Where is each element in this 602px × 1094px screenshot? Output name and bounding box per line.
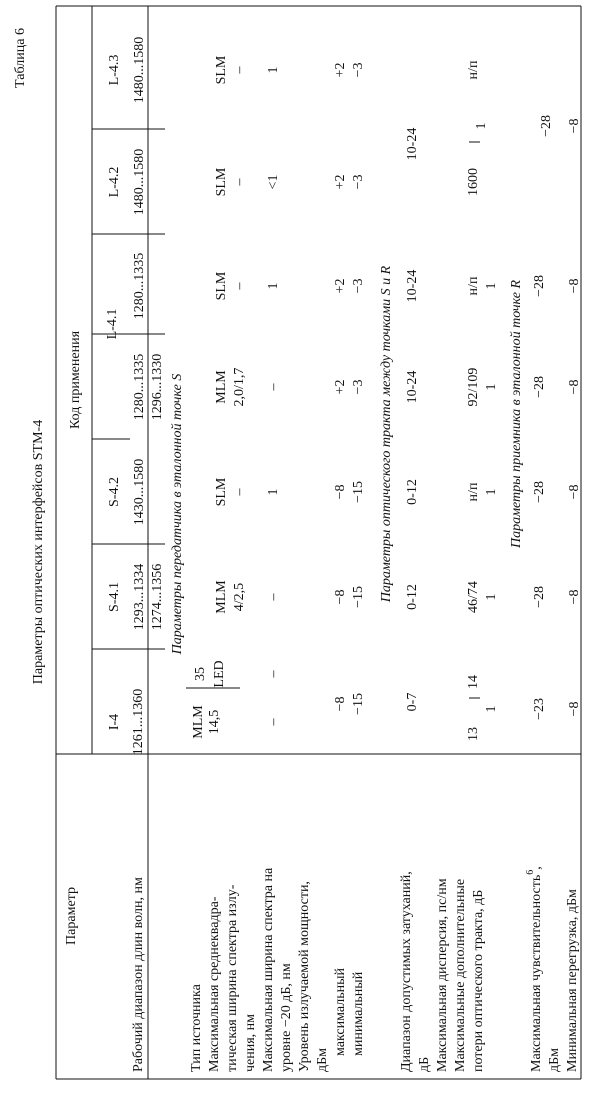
rms-label-2: тическая ширина спектра излу- [225, 884, 240, 1072]
code-s41: S-4.1 [107, 582, 122, 612]
power-s41-min: −15 [351, 586, 366, 608]
width20-i4-a: – [266, 718, 281, 726]
code-l42: L-4.2 [107, 166, 122, 198]
rms-i4-a: 14,5 [207, 709, 222, 735]
sensitivity-s41: −28 [532, 586, 547, 608]
sensitivity-label-2: дБм [547, 1047, 562, 1072]
power-max-label: максимальный [333, 968, 348, 1056]
sensitivity-l41-a: −28 [532, 376, 547, 398]
power-l42-min: −3 [351, 174, 366, 190]
width20-l41-b: 1 [266, 282, 281, 290]
source-i4-a: MLM [191, 705, 206, 739]
extra-loss-l41-a: 1 [484, 383, 499, 391]
power-l43-min: −3 [351, 62, 366, 78]
width20-l42: <1 [266, 174, 281, 190]
source-l42: SLM [214, 167, 229, 197]
source-s42: SLM [214, 477, 229, 507]
extra-loss-label-1: Максимальные дополнительные [453, 878, 468, 1072]
dispersion-label: Максимальная дисперсия, пс/нм [435, 878, 450, 1072]
extra-loss-s41: 1 [484, 593, 499, 601]
width20-i4-b: – [266, 670, 281, 678]
wavelength-i4: 1261...1360 [131, 688, 146, 756]
extra-loss-l42: 1 [474, 122, 489, 130]
rms-s42: – [232, 488, 247, 496]
attenuation-i4: 0-7 [405, 692, 420, 712]
wavelength-l41-b: 1296...1330 [150, 353, 165, 421]
source-label: Тип источника [189, 984, 204, 1072]
power-l41a-max: +2 [333, 379, 348, 395]
power-s42-min: −15 [351, 481, 366, 503]
dispersion-l42: 1600 [466, 168, 481, 196]
wavelength-l43: 1480...1580 [132, 36, 147, 104]
dispersion-l43: н/п [466, 60, 481, 80]
overload-l42: −8 [567, 118, 582, 134]
power-i4-max: −8 [333, 696, 348, 712]
power-l42-max: +2 [333, 174, 348, 190]
sensitivity-label-1 [525, 866, 544, 1072]
sensitivity-l41-b: −28 [532, 275, 547, 297]
source-l41-a: MLM [214, 370, 229, 404]
attenuation-s41: 0-12 [405, 584, 420, 610]
code-s42: S-4.2 [107, 477, 122, 507]
table-label: Таблица 6 [13, 28, 28, 88]
rms-label-3: чения, нм [243, 1013, 258, 1072]
sensitivity-s42: −28 [532, 481, 547, 503]
param-header: Параметр [64, 887, 79, 945]
path-section-title: Параметры оптического тракта между точками S и R [379, 265, 394, 603]
dispersion-l41-a: 92/109 [466, 367, 481, 407]
overload-l41-a: −8 [567, 379, 582, 395]
rms-label-1: Максимальная среднеквадра- [207, 896, 222, 1072]
code-header: Код применения [68, 330, 83, 430]
power-l43-max: +2 [333, 62, 348, 78]
code-l43: L-4.3 [107, 54, 122, 86]
power-min-label: минимальный [351, 971, 366, 1056]
width20-s42: 1 [266, 488, 281, 496]
transmitter-section-title: Параметры передатчика в эталонной точке S [170, 373, 185, 655]
rms-s41: 4/2,5 [232, 582, 247, 612]
source-l43: SLM [214, 55, 229, 85]
width20-s41: – [266, 593, 281, 601]
power-s42-max: −8 [333, 484, 348, 500]
attenuation-l41-b: 10-24 [405, 269, 420, 303]
wavelength-l42: 1480...1580 [132, 148, 147, 216]
attenuation-l42: 10-24 [405, 127, 420, 161]
dispersion-i4-b: 14 [466, 675, 481, 689]
dispersion-s42: н/п [466, 482, 481, 502]
overload-s42: −8 [567, 484, 582, 500]
source-s41: MLM [214, 580, 229, 614]
sensitivity-l42: −28 [539, 115, 554, 137]
width20-label-1: Максимальная ширина спектра на [261, 867, 276, 1072]
wavelength-s42: 1430...1580 [132, 458, 147, 526]
dispersion-s41: 46/74 [466, 581, 481, 613]
width20-l41-a: – [266, 383, 281, 391]
code-l41: L-4.1 [105, 308, 120, 340]
extra-loss-l41-b: 1 [484, 282, 499, 290]
overload-l41-b: −8 [567, 278, 582, 294]
wavelength-l41-c: 1280...1335 [132, 252, 147, 320]
power-l41a-min: −3 [351, 379, 366, 395]
wavelength-l41-a: 1280...1335 [132, 353, 147, 421]
source-i4-b: LED [212, 660, 227, 688]
attenuation-l41-a: 10-24 [405, 370, 420, 404]
width20-label-2: уровне −20 дБ, нм [279, 963, 294, 1072]
power-i4-min: −15 [351, 693, 366, 715]
dispersion-l41-b: н/п [466, 276, 481, 296]
extra-loss-i4: 1 [484, 705, 499, 713]
wavelength-s41-a: 1293...1334 [132, 563, 147, 631]
extra-loss-s42: 1 [484, 488, 499, 496]
power-l41b-min: −3 [351, 278, 366, 294]
receiver-section-title: Параметры приемника в эталонной точке R [509, 279, 524, 549]
sensitivity-i4: −23 [532, 698, 547, 720]
overload-i4: −8 [567, 701, 582, 717]
attenuation-s42: 0-12 [405, 479, 420, 505]
rms-l43: – [232, 66, 247, 74]
extra-loss-label-2: потери оптического тракта, дБ [471, 889, 486, 1072]
sensitivity-label-comma: , [529, 866, 544, 870]
wavelength-s41-b: 1274...1356 [150, 563, 165, 631]
power-s41-max: −8 [333, 589, 348, 605]
rms-l42: – [232, 178, 247, 186]
overload-s41: −8 [567, 589, 582, 605]
source-l41-b: SLM [214, 271, 229, 301]
power-label-1: Уровень излучаемой мощности, [297, 881, 312, 1072]
table [56, 6, 582, 1079]
table-title: Параметры оптических интерфейсов STM-4 [31, 419, 46, 685]
wavelength-label: Рабочий диапазон длин волн, нм [131, 877, 146, 1072]
rms-l41-b: – [232, 282, 247, 290]
sensitivity-footnote: 6 [525, 869, 536, 875]
code-i4: I-4 [107, 713, 122, 731]
overload-label: Минимальная перегрузка, дБм [565, 889, 580, 1072]
width20-l43: 1 [266, 66, 281, 74]
rms-i4-b: 35 [193, 667, 208, 681]
attenuation-label-1: Диапазон допустимых затуханий, [399, 871, 414, 1072]
power-l41b-max: +2 [333, 278, 348, 294]
rms-l41-a: 2,0/1,7 [232, 367, 247, 407]
dispersion-i4-a: 13 [466, 727, 481, 741]
attenuation-label-2: дБ [417, 1056, 432, 1072]
sensitivity-label-text: Максимальная чувствительность [529, 874, 544, 1072]
power-label-2: дБм [315, 1047, 330, 1072]
